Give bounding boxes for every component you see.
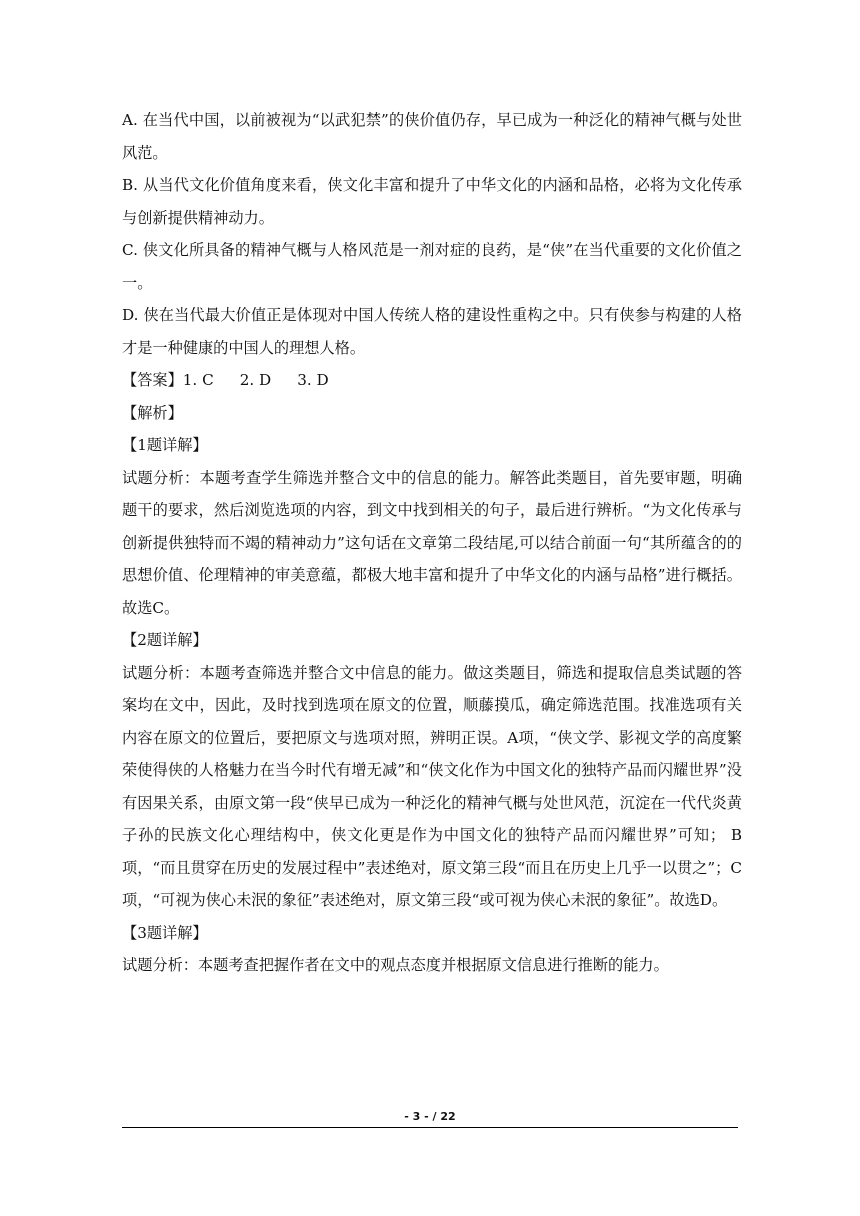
answer-line — [122, 364, 742, 397]
footer-divider — [122, 1127, 738, 1128]
q3-heading: 【3题详解】 — [122, 923, 208, 942]
q2-heading: 【2题详解】 — [122, 631, 208, 649]
document-body — [122, 104, 742, 982]
option-a: A. 在当代中国，以前被视为“以武犯禁”的侠价值仍存，早已成为一种泛化的精神气概与处世风范。 — [122, 111, 742, 162]
answer-label: 【答案】 — [122, 371, 183, 389]
answer-1: 1. C — [182, 371, 214, 389]
q2-text: 试题分析：本题考查筛选并整合文中信息的能力。做这类题目，筛选和提取信息类试题的答案均在文中，因此，及时找到选项在原文的位置，顺藤摸瓜，确定筛选范围。找准选项有关内容在原文的位置后，要把原文与选项对照，辨明正误。A项，“侠文学、影视文学的高度繁荣使得侠的人格魅力在当今时代有增无减”和“侠文化作为中国文化的独特产品而闪耀世界”没有因果关系，由原文第一段“侠早已成为一种泛化的精神气概与处世风范，沉淀在一代代炎黄子孙的民族文化心理结构中，侠文化更是作为中国文化的独特产品而闪耀世界”可知； B项，“而且贯穿在历史的发展过程中”表述绝对，原文第三段“而且在历史上几乎一以贯之”；C项，“可视为侠心未泯的象征”表述绝对，原文第三段“或可视为侠心未泯的象征”。故选D。 — [122, 663, 742, 909]
option-b: B. 从当代文化价值角度来看，侠文化丰富和提升了中华文化的内涵和品格，必将为文化传承与创新提供精神动力。 — [122, 176, 742, 227]
option-d: D. 侠在当代最大价值正是体现对中国人传统人格的建设性重构之中。只有侠参与构建的人格才是一种健康的中国人的理想人格。 — [122, 306, 742, 357]
q1-text: 试题分析：本题考查学生筛选并整合文中的信息的能力。解答此类题目，首先要审题，明确题干的要求，然后浏览选项的内容，到文中找到相关的句子，最后进行辨析。“为文化传承与创新提供独特而不竭的精神动力”这句话在文章第二段结尾,可以结合前面一句“其所蕴含的的思想价值、伦理精神的审美意蕴，都极大地丰富和提升了中华文化的内涵与品格”进行概括。故选C。 — [122, 468, 742, 617]
analysis-label: 【解析】 — [122, 403, 183, 422]
answer-3: 3. D — [297, 371, 329, 389]
option-c: C. 侠文化所具备的精神气概与人格风范是一剂对症的良药，是“侠”在当代重要的文化价值之一。 — [122, 241, 742, 292]
q1-heading: 【1题详解】 — [122, 436, 208, 454]
answer-2: 2. D — [239, 371, 272, 389]
page-number: - 3 - / 22 — [404, 1110, 456, 1123]
q3-text: 试题分析：本题考查把握作者在文中的观点态度并根据原文信息进行推断的能力。 — [122, 956, 669, 974]
